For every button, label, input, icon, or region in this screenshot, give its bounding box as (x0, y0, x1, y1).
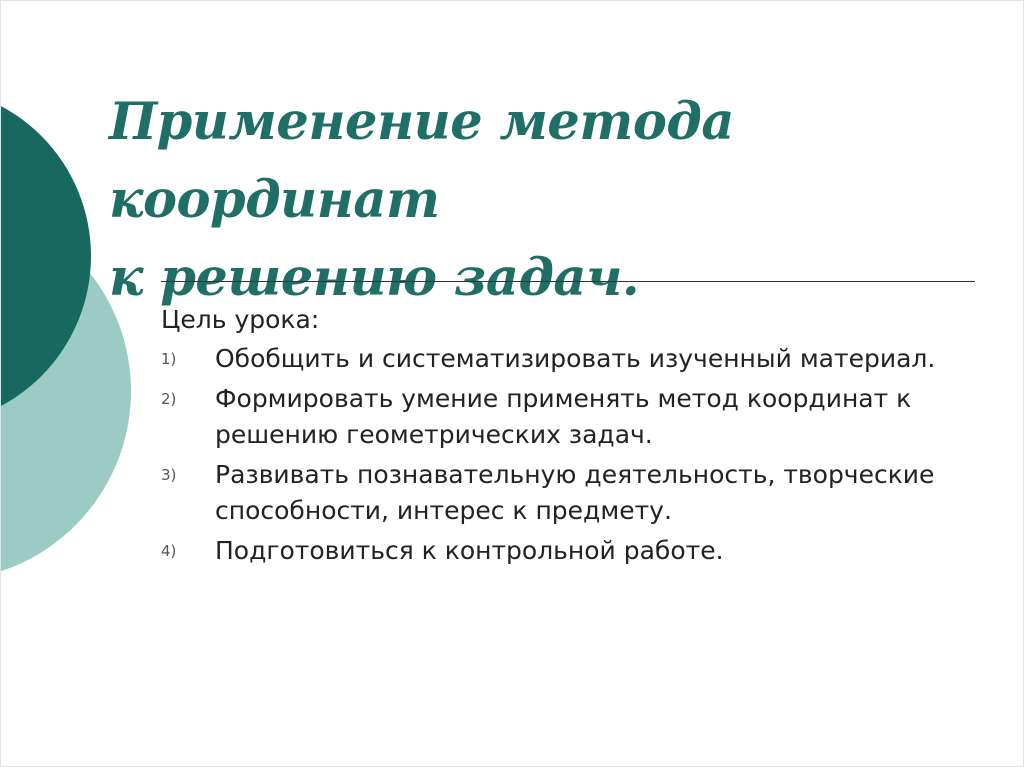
goal-number: 2) (161, 390, 177, 408)
title-line-2: к решению задач. (109, 248, 640, 308)
goal-text: Обобщить и систематизировать изученный материал. (215, 344, 936, 373)
title-line-1: Применение метода координат (109, 92, 734, 230)
goal-item (161, 381, 981, 453)
goal-text: Развивать познавательную деятельность, творческие способности, интерес к предмету. (215, 460, 935, 525)
goal-text: Формировать умение применять метод координат к решению геометрических задач. (215, 384, 912, 449)
goal-number: 1) (161, 350, 177, 368)
goal-item (161, 341, 981, 377)
slide-body (161, 301, 981, 573)
goals-list (161, 341, 981, 569)
goal-number: 4) (161, 542, 177, 560)
goal-text: Подготовиться к контрольной работе. (215, 536, 724, 565)
title-divider (161, 281, 975, 282)
goal-number: 3) (161, 466, 177, 484)
goal-item (161, 533, 981, 569)
goal-label: Цель урока: (161, 305, 320, 334)
goal-item (161, 457, 981, 529)
